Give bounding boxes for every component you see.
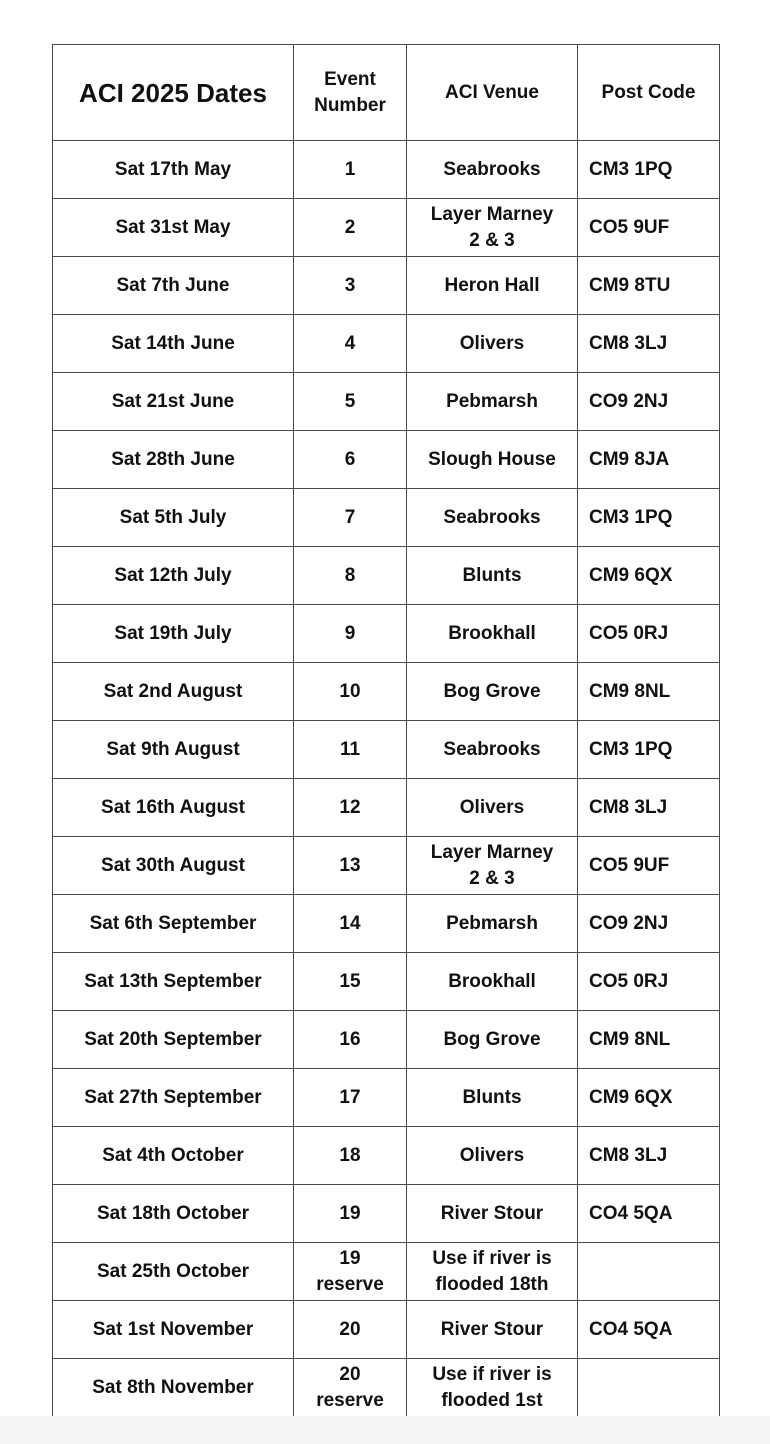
cell-venue: Use if river is flooded 1st [407, 1359, 578, 1417]
cell-event-number: 20 reserve [294, 1359, 407, 1417]
cell-event-number: 20 [294, 1301, 407, 1359]
cell-event-number: 11 [294, 721, 407, 779]
cell-event-number: 4 [294, 315, 407, 373]
table-row [53, 431, 720, 489]
cell-venue: Seabrooks [407, 141, 578, 199]
cell-event-number: 18 [294, 1127, 407, 1185]
table-row [53, 257, 720, 315]
table-row [53, 315, 720, 373]
cell-event-number: 19 reserve [294, 1243, 407, 1301]
aci-dates-table [52, 44, 720, 1417]
cell-post-code [578, 1243, 720, 1301]
table-row [53, 1301, 720, 1359]
cell-event-number: 3 [294, 257, 407, 315]
cell-post-code: CM9 6QX [578, 1069, 720, 1127]
header-post-code: Post Code [578, 45, 720, 141]
table-row [53, 1011, 720, 1069]
cell-venue: Layer Marney 2 & 3 [407, 837, 578, 895]
cell-venue: Seabrooks [407, 721, 578, 779]
cell-post-code: CM8 3LJ [578, 1127, 720, 1185]
cell-post-code: CO9 2NJ [578, 373, 720, 431]
table-row [53, 1243, 720, 1301]
cell-venue: Layer Marney 2 & 3 [407, 199, 578, 257]
cell-venue: Slough House [407, 431, 578, 489]
cell-event-number: 1 [294, 141, 407, 199]
cell-event-number: 10 [294, 663, 407, 721]
cell-post-code: CM9 8JA [578, 431, 720, 489]
cell-event-number: 2 [294, 199, 407, 257]
header-dates: ACI 2025 Dates [53, 45, 294, 141]
table-row [53, 721, 720, 779]
header-event-number: Event Number [294, 45, 407, 141]
cell-date: Sat 20th September [53, 1011, 294, 1069]
cell-venue: Olivers [407, 779, 578, 837]
cell-post-code: CM8 3LJ [578, 779, 720, 837]
cell-post-code: CO5 0RJ [578, 953, 720, 1011]
table-row [53, 141, 720, 199]
cell-date: Sat 19th July [53, 605, 294, 663]
cell-event-number: 14 [294, 895, 407, 953]
cell-venue: Seabrooks [407, 489, 578, 547]
table-body [53, 141, 720, 1417]
cell-venue: Brookhall [407, 605, 578, 663]
cell-date: Sat 13th September [53, 953, 294, 1011]
table-row [53, 373, 720, 431]
table-row [53, 779, 720, 837]
cell-post-code: CO4 5QA [578, 1185, 720, 1243]
cell-event-number: 13 [294, 837, 407, 895]
cell-date: Sat 21st June [53, 373, 294, 431]
cell-event-number: 7 [294, 489, 407, 547]
cell-event-number: 12 [294, 779, 407, 837]
cell-venue: Use if river is flooded 18th [407, 1243, 578, 1301]
cell-date: Sat 4th October [53, 1127, 294, 1185]
cell-post-code: CM8 3LJ [578, 315, 720, 373]
cell-date: Sat 17th May [53, 141, 294, 199]
cell-date: Sat 30th August [53, 837, 294, 895]
table-row [53, 1359, 720, 1417]
cell-venue: Heron Hall [407, 257, 578, 315]
cell-post-code: CO5 9UF [578, 199, 720, 257]
cell-post-code: CM9 8TU [578, 257, 720, 315]
cell-event-number: 15 [294, 953, 407, 1011]
cell-event-number: 16 [294, 1011, 407, 1069]
cell-post-code [578, 1359, 720, 1417]
table-row [53, 1127, 720, 1185]
table-row [53, 953, 720, 1011]
cell-date: Sat 9th August [53, 721, 294, 779]
cell-event-number: 19 [294, 1185, 407, 1243]
cell-event-number: 8 [294, 547, 407, 605]
table-row [53, 199, 720, 257]
cell-date: Sat 28th June [53, 431, 294, 489]
cell-date: Sat 12th July [53, 547, 294, 605]
cell-date: Sat 2nd August [53, 663, 294, 721]
cell-date: Sat 14th June [53, 315, 294, 373]
header-venue: ACI Venue [407, 45, 578, 141]
cell-date: Sat 27th September [53, 1069, 294, 1127]
cell-venue: Olivers [407, 315, 578, 373]
table-header [53, 45, 720, 141]
cell-venue: Brookhall [407, 953, 578, 1011]
cell-post-code: CM9 6QX [578, 547, 720, 605]
cell-date: Sat 18th October [53, 1185, 294, 1243]
cell-venue: Bog Grove [407, 663, 578, 721]
cell-date: Sat 31st May [53, 199, 294, 257]
cell-date: Sat 1st November [53, 1301, 294, 1359]
cell-venue: Pebmarsh [407, 373, 578, 431]
table-row [53, 1185, 720, 1243]
cell-venue: Blunts [407, 1069, 578, 1127]
cell-post-code: CM3 1PQ [578, 141, 720, 199]
table-row [53, 547, 720, 605]
table-row [53, 663, 720, 721]
cell-post-code: CO5 9UF [578, 837, 720, 895]
cell-event-number: 5 [294, 373, 407, 431]
cell-venue: Blunts [407, 547, 578, 605]
table-row [53, 837, 720, 895]
cell-post-code: CM3 1PQ [578, 721, 720, 779]
cell-post-code: CM9 8NL [578, 663, 720, 721]
cell-post-code: CO9 2NJ [578, 895, 720, 953]
table-row [53, 1069, 720, 1127]
cell-date: Sat 25th October [53, 1243, 294, 1301]
cell-date: Sat 6th September [53, 895, 294, 953]
table-row [53, 895, 720, 953]
header-row [53, 45, 720, 141]
cell-venue: River Stour [407, 1185, 578, 1243]
cell-post-code: CO4 5QA [578, 1301, 720, 1359]
cell-event-number: 6 [294, 431, 407, 489]
cell-date: Sat 5th July [53, 489, 294, 547]
cell-event-number: 17 [294, 1069, 407, 1127]
cell-venue: River Stour [407, 1301, 578, 1359]
cell-venue: Pebmarsh [407, 895, 578, 953]
table-row [53, 605, 720, 663]
cell-date: Sat 8th November [53, 1359, 294, 1417]
cell-event-number: 9 [294, 605, 407, 663]
cell-post-code: CM9 8NL [578, 1011, 720, 1069]
cell-date: Sat 7th June [53, 257, 294, 315]
cell-post-code: CO5 0RJ [578, 605, 720, 663]
cell-date: Sat 16th August [53, 779, 294, 837]
table-row [53, 489, 720, 547]
cell-venue: Bog Grove [407, 1011, 578, 1069]
cell-post-code: CM3 1PQ [578, 489, 720, 547]
page-bottom-strip [0, 1416, 770, 1444]
cell-venue: Olivers [407, 1127, 578, 1185]
